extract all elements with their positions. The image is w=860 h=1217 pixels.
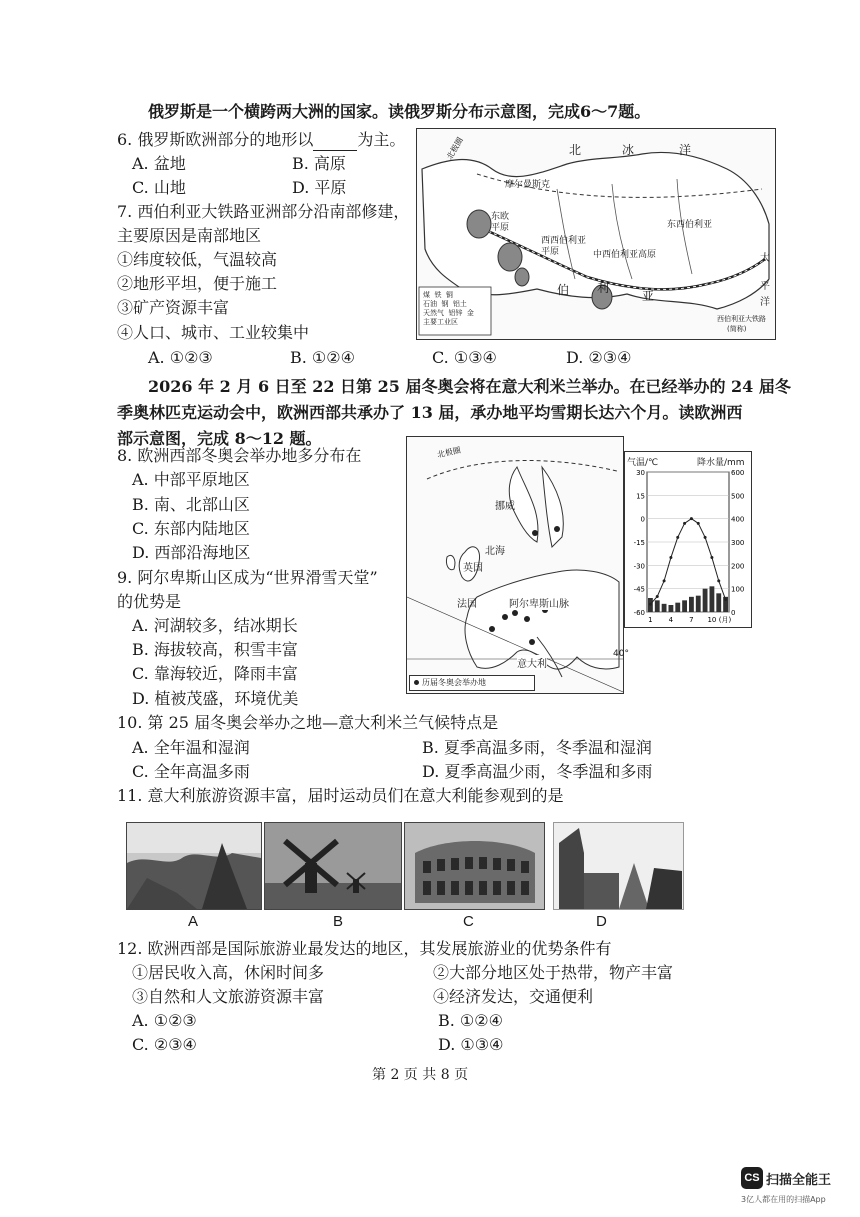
precipitation-bar	[675, 603, 680, 612]
chart-right-tick-label: 400	[731, 515, 745, 524]
temperature-point	[710, 556, 713, 559]
north-circle-label: 北极圈	[445, 135, 465, 162]
q6-option-a: A. 盆地	[132, 154, 186, 173]
q9-option-c: C. 靠海较近，降雨丰富	[132, 664, 298, 683]
north-sea-label: 北海	[485, 546, 505, 557]
climate-plot	[625, 452, 751, 627]
pacific-label-2: 平	[760, 281, 770, 292]
norway-label: 挪威	[495, 501, 515, 512]
europe-legend-text: 历届冬奥会举办地	[422, 678, 486, 687]
q9-option-a: A. 河湖较多，结冰期长	[132, 616, 298, 635]
photo-b-caption: B	[333, 913, 344, 930]
precipitation-bar	[703, 589, 708, 612]
temperature-point	[690, 517, 693, 520]
temperature-point	[724, 598, 727, 601]
q7-option-b: B. ①②④	[290, 348, 355, 367]
precipitation-bar	[655, 600, 660, 612]
temperature-point	[649, 603, 652, 606]
chart-x-axis-label: (月)	[718, 616, 732, 624]
europe-map	[406, 436, 629, 694]
q10-option-a: A. 全年温和湿润	[132, 738, 250, 757]
chart-right-tick-label: 0	[731, 609, 736, 617]
intro-europe-line3: 部示意图，完成 8～12 题。	[117, 429, 322, 448]
photo-c-caption: C	[463, 913, 474, 930]
arctic-label-1: 北	[569, 143, 582, 157]
intro-europe-line2: 季奥林匹克运动会中，欧洲西部共承办了 13 届，承办地平均雪期长达六个月。读欧洲西	[117, 403, 743, 422]
railway-credit-2: (简称)	[727, 325, 747, 333]
europe-legend	[409, 675, 535, 691]
q8-option-d: D. 西部沿海地区	[132, 543, 251, 562]
precipitation-bar	[662, 604, 667, 612]
temperature-point	[717, 579, 720, 582]
photo-a-caption: A	[188, 913, 199, 930]
france-label: 法国	[457, 599, 477, 610]
east-siberia-label: 东西伯利亚	[667, 220, 713, 230]
temperature-point	[704, 536, 707, 539]
temperature-point	[683, 522, 686, 525]
q8-option-c: C. 东部内陆地区	[132, 519, 250, 538]
pacific-label-1: 太	[760, 253, 770, 264]
intro-russia: 俄罗斯是一个横跨两大洲的国家。读俄罗斯分布示意图，完成6～7题。	[148, 102, 651, 121]
temperature-point	[676, 536, 679, 539]
precipitation-bar	[669, 605, 674, 612]
legend-oil: 石油	[423, 300, 437, 308]
chart-right-axis-title: 降水量/mm	[697, 458, 745, 468]
murmansk-label: 摩尔曼斯克	[505, 180, 551, 190]
east-europe-plain-label-2: 平原	[491, 223, 510, 233]
west-siberia-label-2: 平原	[541, 247, 560, 257]
temperature-point	[669, 556, 672, 559]
russia-map	[416, 128, 776, 340]
q7-item-1: ①纬度较低，气温较高	[117, 250, 278, 269]
temperature-point	[697, 522, 700, 525]
q12-item-1: ①居民收入高，休闲时间多	[132, 963, 325, 982]
chart-x-tick-label: 4	[668, 616, 674, 624]
legend-bauxite: 铝土	[452, 300, 467, 308]
q9-option-d: D. 植被茂盛，环境优美	[132, 689, 299, 708]
russia-legend	[423, 291, 489, 327]
q12-item-3: ③自然和人文旅游资源丰富	[132, 987, 325, 1006]
intro-europe-line1: 2026 年 2 月 6 日至 22 日第 25 届冬奥会将在意大利米兰举办。在已经举办的 24 届冬	[148, 377, 791, 396]
page-footer: 第 2 页 共 8 页	[372, 1067, 469, 1083]
chart-right-tick-label: 300	[731, 539, 745, 547]
q7-stem-line2: 主要原因是南部地区	[117, 226, 262, 245]
lat-40-label: 40°	[613, 649, 629, 659]
arctic-label-2: 冰	[622, 143, 635, 157]
precipitation-bar	[710, 586, 715, 612]
photo-modern-building	[553, 822, 684, 910]
chart-left-tick-label: 15	[636, 492, 645, 501]
q7-stem-line1: 7. 西伯利亚大铁路亚洲部分沿南部修建，	[117, 202, 410, 221]
q8-stem: 8. 欧洲西部冬奥会举办地多分布在	[117, 446, 362, 465]
photo-colosseum	[404, 822, 545, 910]
camscanner-tagline: 3亿人都在用的扫描App	[741, 1195, 826, 1204]
q6-stem-pre: 6. 俄罗斯欧洲部分的地形以	[117, 130, 314, 149]
precipitation-bar	[716, 593, 721, 612]
q12-item-4: ④经济发达，交通便利	[433, 987, 594, 1006]
q8-option-b: B. 南、北部山区	[132, 495, 250, 514]
arctic-label-3: 洋	[679, 143, 692, 157]
q7-option-d: D. ②③④	[566, 348, 632, 367]
temperature-point	[656, 595, 659, 598]
q6-blank	[313, 134, 357, 151]
q10-option-b: B. 夏季高温多雨，冬季温和湿润	[422, 738, 652, 757]
precipitation-bar	[689, 597, 694, 612]
q6-option-c: C. 山地	[132, 178, 186, 197]
chart-left-tick-label: 30	[636, 469, 645, 477]
chart-left-tick-label: -30	[633, 562, 645, 571]
railway-credit: 西伯利亚大铁路	[717, 315, 766, 323]
q6-option-d: D. 平原	[292, 178, 347, 197]
q10-stem: 10. 第 25 届冬奥会举办之地—意大利米兰气候特点是	[117, 713, 499, 732]
chart-left-tick-label: 0	[640, 515, 645, 524]
europe-map-graphic	[407, 437, 623, 693]
q6-option-b: B. 高原	[292, 154, 346, 173]
q12-option-a: A. ①②③	[132, 1011, 197, 1030]
precipitation-bar	[696, 596, 701, 612]
legend-lead-zinc: 铝锌	[448, 309, 463, 317]
uk-label: 英国	[463, 563, 483, 574]
precipitation-bar	[682, 600, 687, 612]
q9-option-b: B. 海拔较高，积雪丰富	[132, 640, 298, 659]
camscanner-logo: CS	[741, 1167, 763, 1189]
olympic-host-dot-icon	[414, 680, 419, 685]
chart-left-axis-title: 气温/℃	[627, 458, 659, 468]
chart-left-tick-label: -15	[633, 539, 645, 547]
climate-chart	[624, 451, 752, 628]
chart-left-tick-label: -60	[633, 609, 645, 617]
siberia-label-2: 利	[597, 281, 610, 295]
q6-stem-post: 为主。	[357, 130, 406, 149]
camscanner-name: 扫描全能王	[766, 1173, 832, 1188]
chart-right-tick-label: 600	[731, 469, 745, 477]
legend-copper: 铜	[445, 291, 453, 299]
q7-item-3: ③矿产资源丰富	[117, 298, 230, 317]
italy-label: 意大利	[517, 655, 547, 670]
photo-windmill	[264, 822, 402, 910]
q10-option-d: D. 夏季高温少雨，冬季温和多雨	[422, 762, 653, 781]
q7-item-2: ②地形平坦，便于施工	[117, 274, 278, 293]
legend-iron: 铁	[434, 291, 442, 299]
legend-coal: 煤	[423, 291, 430, 299]
q11-stem: 11. 意大利旅游资源丰富，届时运动员们在意大利能参观到的是	[117, 786, 564, 805]
siberia-label-1: 伯	[557, 283, 570, 297]
arctic-circle-label: 北极圈	[436, 445, 462, 460]
chart-x-tick-label: 1	[648, 616, 653, 624]
q12-option-b: B. ①②④	[438, 1011, 503, 1030]
photo-mountain-landscape	[126, 822, 262, 910]
west-siberia-label: 西西伯利亚	[541, 236, 587, 246]
legend-gold: 金	[466, 309, 474, 317]
chart-x-tick-label: 7	[689, 616, 694, 624]
legend-steel: 钢	[441, 300, 449, 308]
chart-right-tick-label: 200	[731, 562, 745, 571]
siberia-label-3: 亚	[642, 289, 655, 303]
q9-stem-line1: 9. 阿尔卑斯山区成为“世界滑雪天堂”	[117, 568, 378, 587]
q12-stem: 12. 欧洲西部是国际旅游业最发达的地区，其发展旅游业的优势条件有	[117, 939, 612, 958]
q12-option-c: C. ②③④	[132, 1035, 197, 1054]
legend-industrial-zone: 主要工业区	[423, 318, 458, 326]
east-europe-plain-label: 东欧	[491, 212, 510, 222]
chart-right-tick-label: 500	[731, 492, 745, 501]
temperature-point	[663, 579, 666, 582]
alps-label: 阿尔卑斯山脉	[509, 595, 569, 610]
pacific-label-3: 洋	[760, 297, 770, 308]
q7-option-a: A. ①②③	[148, 348, 213, 367]
q6-stem	[117, 129, 405, 151]
legend-gas: 天然气	[423, 309, 444, 317]
q12-option-d: D. ①③④	[438, 1035, 504, 1054]
chart-x-tick-label: 10	[707, 616, 717, 624]
q10-option-c: C. 全年高温多雨	[132, 762, 250, 781]
q12-item-2: ②大部分地区处于热带，物产丰富	[433, 963, 674, 982]
q7-option-c: C. ①③④	[432, 348, 497, 367]
photo-d-caption: D	[596, 913, 607, 930]
central-siberia-label: 中西伯利亚高原	[593, 250, 657, 260]
q9-stem-line2: 的优势是	[117, 592, 182, 611]
chart-right-tick-label: 100	[731, 585, 745, 594]
q7-item-4: ④人口、城市、工业较集中	[117, 323, 310, 342]
q8-option-a: A. 中部平原地区	[132, 470, 250, 489]
chart-left-tick-label: -45	[633, 585, 645, 594]
